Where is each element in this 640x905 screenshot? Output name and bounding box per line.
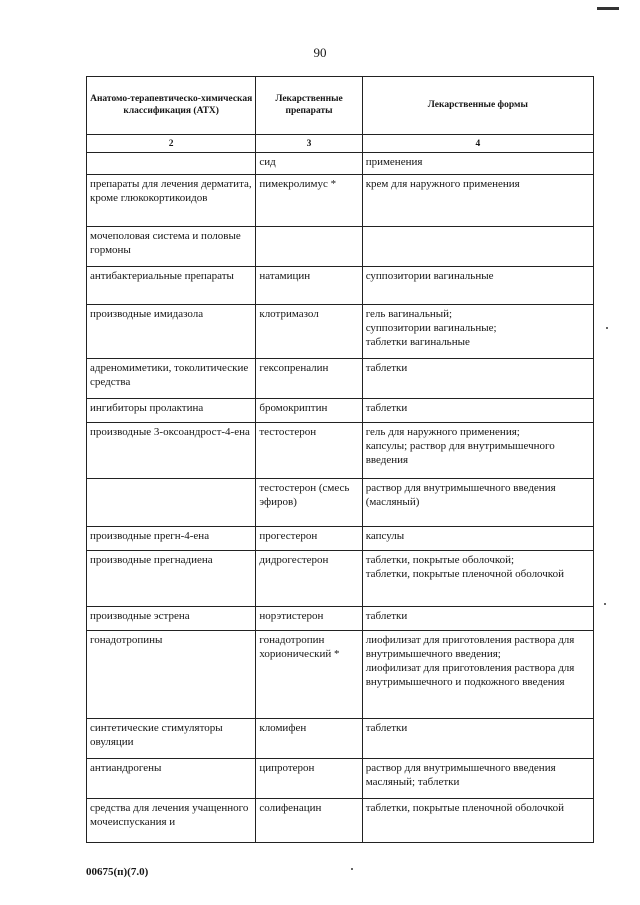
table-body — [87, 153, 594, 843]
form-cell: таблетки — [362, 607, 593, 631]
form-cell: крем для наружного применения — [362, 175, 593, 227]
form-cell — [362, 227, 593, 267]
atx-cell: производные имидазола — [87, 305, 256, 359]
drug-cell: сид — [256, 153, 362, 175]
atx-cell: производные эстрена — [87, 607, 256, 631]
atx-cell: производные прегнадиена — [87, 551, 256, 607]
drug-cell: тестостерон (смесь эфиров) — [256, 479, 362, 527]
drug-cell: тестостерон — [256, 423, 362, 479]
table-row — [87, 631, 594, 719]
table-row — [87, 359, 594, 399]
scan-dot — [604, 603, 606, 605]
table-row — [87, 799, 594, 843]
form-cell: применения — [362, 153, 593, 175]
atx-cell: производные прегн-4-ена — [87, 527, 256, 551]
atx-cell: адреномиметики, токолитические средства — [87, 359, 256, 399]
document-code: 00675(п)(7.0) — [86, 866, 149, 878]
drug-cell: пимекролимус * — [256, 175, 362, 227]
form-cell: лиофилизат для приготовления раствора для внутримышечного введения; лиофилизат для приготовления раствора для внутримышечного и подкожного введения — [362, 631, 593, 719]
table-row — [87, 719, 594, 759]
drug-table — [86, 76, 594, 843]
table-row — [87, 607, 594, 631]
form-cell: суппозитории вагинальные — [362, 267, 593, 305]
atx-cell: гонадотропины — [87, 631, 256, 719]
atx-cell: средства для лечения учащенного мочеиспускания и — [87, 799, 256, 843]
column-number: 3 — [256, 135, 362, 153]
form-cell: капсулы — [362, 527, 593, 551]
drug-cell: натамицин — [256, 267, 362, 305]
form-cell: гель вагинальный; суппозитории вагинальные; таблетки вагинальные — [362, 305, 593, 359]
header-forms: Лекарственные формы — [362, 77, 593, 135]
drug-cell — [256, 227, 362, 267]
atx-cell: ингибиторы пролактина — [87, 399, 256, 423]
table-row — [87, 527, 594, 551]
table-row — [87, 227, 594, 267]
drug-cell: клотримазол — [256, 305, 362, 359]
drug-cell: кломифен — [256, 719, 362, 759]
header-drugs: Лекарственные препараты — [256, 77, 362, 135]
atx-cell: синтетические стимуляторы овуляции — [87, 719, 256, 759]
form-cell: гель для наружного применения; капсулы; раствор для внутримышечного введения — [362, 423, 593, 479]
page-number: 90 — [313, 45, 327, 60]
table-row — [87, 305, 594, 359]
form-cell: таблетки — [362, 359, 593, 399]
drug-cell: бромокриптин — [256, 399, 362, 423]
scan-dot — [351, 868, 353, 870]
atx-cell: производные 3-оксоандрост-4-ена — [87, 423, 256, 479]
form-cell: раствор для внутримышечного введения масляный; таблетки — [362, 759, 593, 799]
header-atx: Анатомо-терапевтическо-химическая классификация (АТХ) — [87, 77, 256, 135]
atx-cell — [87, 153, 256, 175]
form-cell: таблетки — [362, 719, 593, 759]
atx-cell: антибактериальные препараты — [87, 267, 256, 305]
table-row — [87, 479, 594, 527]
column-number: 2 — [87, 135, 256, 153]
table-row — [87, 153, 594, 175]
scan-dot — [606, 327, 608, 329]
column-number-row — [87, 135, 594, 153]
table-row — [87, 759, 594, 799]
form-cell: раствор для внутримышечного введения (масляный) — [362, 479, 593, 527]
atx-cell: антиандрогены — [87, 759, 256, 799]
drug-cell: ципротерон — [256, 759, 362, 799]
table-row — [87, 423, 594, 479]
atx-cell — [87, 479, 256, 527]
column-number: 4 — [362, 135, 593, 153]
drug-cell: гонадотропин хорионический * — [256, 631, 362, 719]
atx-cell: препараты для лечения дерматита, кроме глюкокортикоидов — [87, 175, 256, 227]
table-header-row — [87, 77, 594, 135]
drug-cell: гексопреналин — [256, 359, 362, 399]
table-row — [87, 267, 594, 305]
table-row — [87, 175, 594, 227]
form-cell: таблетки, покрытые пленочной оболочкой — [362, 799, 593, 843]
atx-cell: мочеполовая система и половые гормоны — [87, 227, 256, 267]
drug-cell: прогестерон — [256, 527, 362, 551]
form-cell: таблетки — [362, 399, 593, 423]
table-row — [87, 399, 594, 423]
drug-cell: солифенацин — [256, 799, 362, 843]
drug-cell: норэтистерон — [256, 607, 362, 631]
scan-mark — [597, 7, 619, 10]
drug-cell: дидрогестерон — [256, 551, 362, 607]
form-cell: таблетки, покрытые оболочкой; таблетки, покрытые пленочной оболочкой — [362, 551, 593, 607]
table-row — [87, 551, 594, 607]
